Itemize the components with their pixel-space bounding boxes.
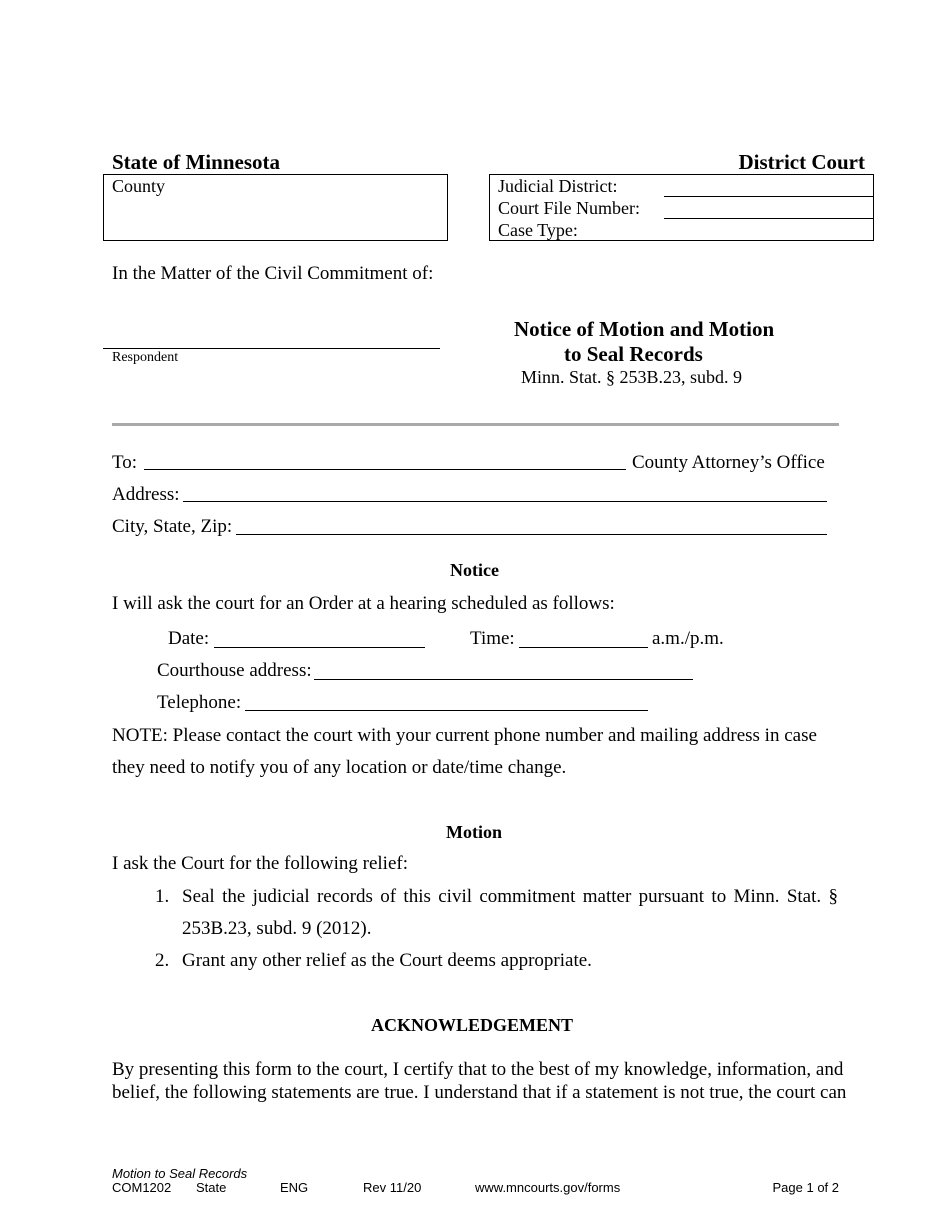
address-label: Address: (112, 484, 180, 505)
county-label: County (112, 176, 166, 196)
relief-item-2-number: 2. (155, 950, 170, 971)
city-state-zip-field[interactable] (236, 534, 827, 535)
form-statute: Minn. Stat. § 253B.23, subd. 9 (521, 367, 743, 387)
date-label: Date: (168, 628, 210, 649)
motion-heading: Motion (446, 822, 502, 842)
footer-website-link[interactable]: www.mncourts.gov/forms (475, 1180, 621, 1195)
city-state-zip-label: City, State, Zip: (112, 516, 233, 537)
footer-form-title: Motion to Seal Records (112, 1166, 248, 1181)
judicial-district-label: Judicial District: (498, 176, 618, 196)
notice-heading: Notice (450, 560, 499, 580)
acknowledgement-line1: By presenting this form to the court, I certify that to the best of my knowledge, information, and (112, 1059, 844, 1080)
telephone-field[interactable] (245, 710, 648, 711)
court-file-number-field[interactable] (664, 218, 874, 219)
relief-item-1-line1: Seal the judicial records of this civil commitment matter pursuant to Minn. Stat. § (182, 886, 838, 907)
relief-item-1-line2: 253B.23, subd. 9 (2012). (182, 918, 372, 939)
date-field[interactable] (214, 647, 425, 648)
note-line1: NOTE: Please contact the court with your current phone number and mailing address in case (112, 725, 817, 746)
footer-language: ENG (280, 1180, 309, 1195)
time-label: Time: (470, 628, 515, 649)
matter-caption: In the Matter of the Civil Commitment of: (112, 263, 434, 284)
court-file-number-label: Court File Number: (498, 198, 640, 218)
notice-intro: I will ask the court for an Order at a hearing scheduled as follows: (112, 593, 615, 614)
respondent-name-field[interactable] (103, 348, 440, 349)
address-field[interactable] (183, 501, 827, 502)
state-heading: State of Minnesota (112, 150, 280, 174)
case-type-label: Case Type: (498, 220, 578, 240)
courthouse-address-label: Courthouse address: (157, 660, 312, 681)
telephone-label: Telephone: (157, 692, 242, 713)
form-title-line1: Notice of Motion and Motion (514, 317, 775, 341)
county-attorney-office-label: County Attorney’s Office (632, 452, 825, 473)
divider (112, 423, 839, 426)
footer-form-code: COM1202 (112, 1180, 172, 1195)
judicial-district-field[interactable] (664, 196, 874, 197)
footer-revision: Rev 11/20 (363, 1180, 422, 1195)
motion-intro: I ask the Court for the following relief: (112, 853, 409, 874)
to-field[interactable] (144, 469, 626, 470)
note-line2: they need to notify you of any location or date/time change. (112, 757, 567, 778)
county-box[interactable] (103, 174, 448, 241)
case-info-box (489, 174, 874, 241)
respondent-label: Respondent (112, 350, 179, 365)
court-heading: District Court (738, 150, 865, 174)
relief-item-2-text: Grant any other relief as the Court deems appropriate. (182, 950, 592, 971)
footer-jurisdiction: State (196, 1180, 227, 1195)
acknowledgement-heading: ACKNOWLEDGEMENT (371, 1015, 574, 1035)
relief-item-1-number: 1. (155, 886, 170, 907)
time-field[interactable] (519, 647, 648, 648)
to-label: To: (112, 452, 138, 473)
footer-page-number: Page 1 of 2 (772, 1180, 839, 1195)
am-pm-label: a.m./p.m. (652, 628, 724, 649)
acknowledgement-line2: belief, the following statements are true. I understand that if a statement is not true, the court can (112, 1082, 847, 1103)
form-title-line2: to Seal Records (564, 342, 703, 366)
courthouse-address-field[interactable] (314, 679, 693, 680)
